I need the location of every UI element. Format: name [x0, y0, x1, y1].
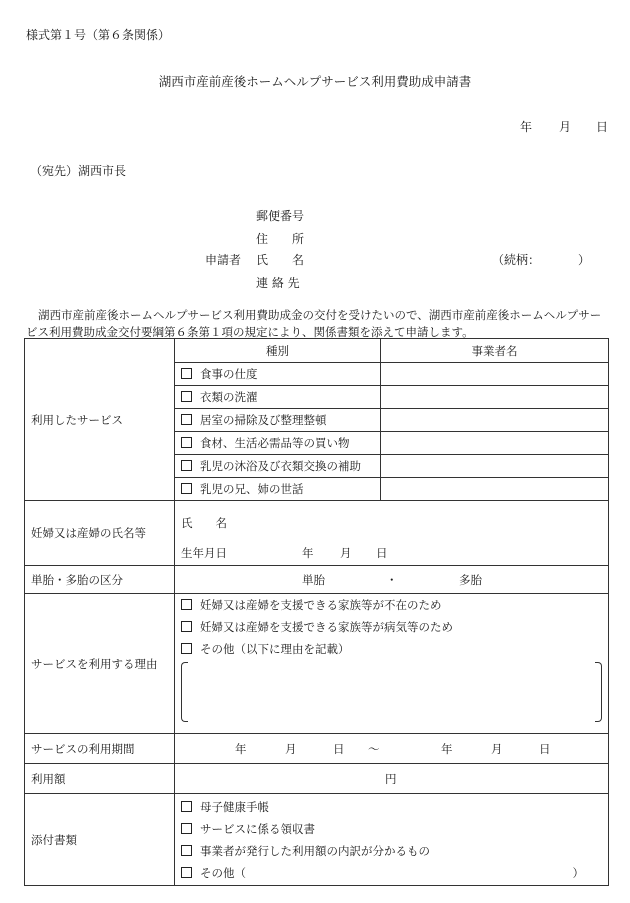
service-item-label: 居室の掃除及び整理整頓	[200, 413, 327, 427]
reason-option-label: 妊婦又は産婦を支援できる家族等が病気等のため	[200, 620, 453, 634]
application-table	[24, 338, 609, 886]
period-row	[25, 734, 609, 764]
attachment-item-label: サービスに係る領収書	[200, 821, 315, 836]
provider-field[interactable]	[381, 363, 609, 386]
attachment-other-close: ）	[572, 865, 584, 880]
dob-day: 日	[376, 546, 388, 560]
attachment-other-label: その他（	[200, 865, 246, 880]
birth-type-separator: ・	[386, 573, 398, 587]
checkbox[interactable]	[181, 823, 192, 834]
mother-label: 妊婦又は産婦の氏名等	[25, 501, 175, 566]
date-year: 年	[520, 120, 533, 134]
service-item[interactable]	[175, 432, 381, 455]
attachment-item-label: 母子健康手帳	[200, 799, 269, 814]
multiple-birth-option[interactable]: 多胎	[459, 573, 482, 587]
applicant-role-label: 申請者	[205, 253, 242, 267]
mother-dob-label: 生年月日	[181, 546, 227, 560]
checkbox[interactable]	[181, 801, 192, 812]
start-month: 月	[285, 742, 297, 756]
birth-type-row	[25, 566, 609, 594]
checkbox[interactable]	[181, 643, 192, 654]
reason-option-label: その他（以下に理由を記載）	[200, 642, 350, 656]
end-day: 日	[539, 742, 551, 756]
relation-label: （続柄：	[492, 253, 541, 267]
provider-header: 事業者名	[381, 339, 609, 363]
postal-code-label: 郵便番号	[256, 209, 305, 223]
reason-options	[175, 594, 609, 734]
birth-type-options[interactable]	[175, 566, 609, 594]
services-header-row	[25, 339, 609, 363]
reason-text-box[interactable]	[181, 662, 602, 722]
service-item[interactable]	[175, 386, 381, 409]
dob-month: 月	[340, 546, 352, 560]
single-birth-option[interactable]: 単胎	[302, 573, 325, 587]
attachment-item[interactable]	[181, 818, 602, 840]
address-label: 住 所	[256, 232, 305, 246]
mother-fields[interactable]	[175, 501, 609, 566]
period-fields[interactable]	[175, 734, 609, 764]
checkbox[interactable]	[181, 368, 192, 379]
checkbox[interactable]	[181, 867, 192, 878]
amount-field[interactable]	[175, 764, 609, 794]
reason-row	[25, 594, 609, 734]
dob-year: 年	[302, 546, 314, 560]
checkbox[interactable]	[181, 460, 192, 471]
service-item-label: 乳児の兄、姉の世話	[200, 482, 304, 496]
services-label: 利用したサービス	[25, 339, 175, 501]
attachment-item[interactable]	[181, 840, 602, 862]
service-item-label: 食材、生活必需品等の買い物	[200, 436, 350, 450]
contact-label: 連 絡 先	[256, 276, 300, 290]
reason-option-label: 妊婦又は産婦を支援できる家族等が不在のため	[200, 598, 442, 612]
provider-field[interactable]	[381, 432, 609, 455]
addressee: （宛先）湖西市長	[30, 164, 127, 178]
period-label: サービスの利用期間	[25, 734, 175, 764]
service-item[interactable]	[175, 363, 381, 386]
attachment-item-other[interactable]	[181, 862, 602, 884]
service-item-label: 乳児の沐浴及び衣類交換の補助	[200, 459, 361, 473]
attachments-options	[175, 794, 609, 886]
checkbox[interactable]	[181, 483, 192, 494]
checkbox[interactable]	[181, 414, 192, 425]
checkbox[interactable]	[181, 845, 192, 856]
attachment-item[interactable]	[181, 796, 602, 818]
bracket-left	[181, 662, 188, 722]
date-day: 日	[596, 120, 609, 134]
service-item-label: 衣類の洗濯	[200, 390, 258, 404]
service-item[interactable]	[175, 455, 381, 478]
relation-close: ）	[578, 253, 591, 267]
mother-name-label: 氏 名	[181, 516, 227, 530]
mother-row	[25, 501, 609, 566]
reason-option[interactable]	[181, 638, 602, 660]
provider-field[interactable]	[381, 455, 609, 478]
period-tilde: ～	[368, 742, 380, 756]
intro-text: 湖西市産前産後ホームヘルプサービス利用費助成金の交付を受けたいので、湖西市産前産後ホームヘルプサービス利用費助成金交付要綱第６条第１項の規定により、関係書類を添えて申請します。	[26, 308, 602, 339]
page-title: 湖西市産前産後ホームヘルプサービス利用費助成申請書	[158, 74, 472, 89]
amount-unit: 円	[385, 772, 397, 786]
service-item[interactable]	[175, 409, 381, 432]
amount-label: 利用額	[25, 764, 175, 794]
checkbox[interactable]	[181, 437, 192, 448]
service-item-label: 食事の仕度	[200, 367, 258, 381]
applicant-name-label: 氏 名	[256, 253, 305, 267]
birth-type-label: 単胎・多胎の区分	[25, 566, 175, 594]
reason-label: サービスを利用する理由	[25, 594, 175, 734]
checkbox[interactable]	[181, 391, 192, 402]
start-day: 日	[333, 742, 345, 756]
reason-option[interactable]	[181, 594, 602, 616]
attachments-row	[25, 794, 609, 886]
start-year: 年	[235, 742, 247, 756]
service-item[interactable]	[175, 478, 381, 501]
provider-field[interactable]	[381, 409, 609, 432]
date-month: 月	[559, 120, 572, 134]
end-year: 年	[441, 742, 453, 756]
provider-field[interactable]	[381, 386, 609, 409]
checkbox[interactable]	[181, 621, 192, 632]
end-month: 月	[491, 742, 503, 756]
checkbox[interactable]	[181, 599, 192, 610]
service-type-header: 種別	[175, 339, 381, 363]
attachments-label: 添付書類	[25, 794, 175, 886]
attachment-item-label: 事業者が発行した利用額の内訳が分かるもの	[200, 843, 430, 858]
reason-option[interactable]	[181, 616, 602, 638]
provider-field[interactable]	[381, 478, 609, 501]
bracket-right	[595, 662, 602, 722]
form-label: 様式第１号（第６条関係）	[26, 28, 171, 42]
amount-row	[25, 764, 609, 794]
